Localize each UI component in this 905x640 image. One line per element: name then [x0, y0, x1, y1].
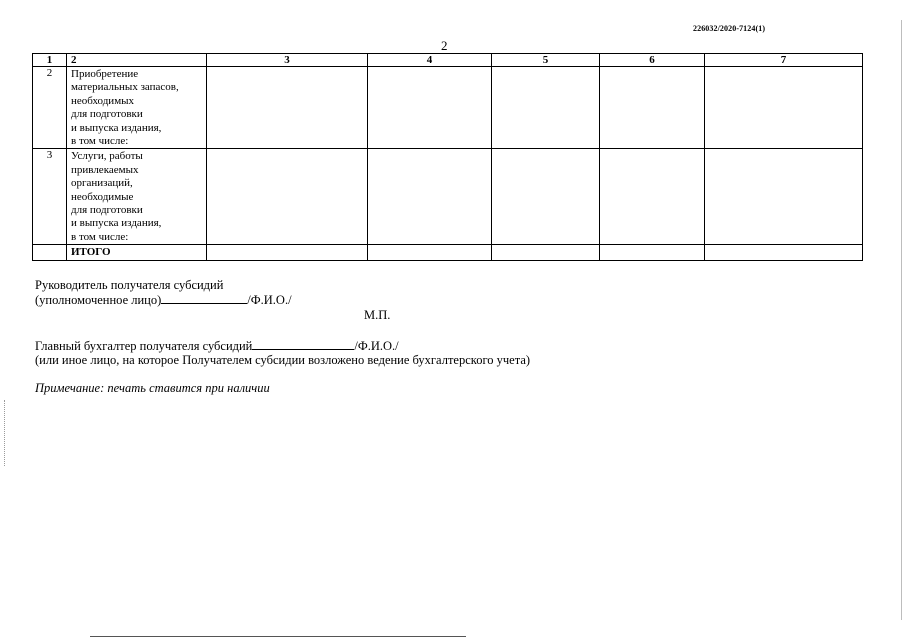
- row-name-line: для подготовки: [71, 204, 143, 217]
- column-header: 7: [705, 54, 863, 67]
- column-header: 4: [368, 54, 492, 67]
- table-cell: [207, 67, 368, 149]
- stamp-label: М.П.: [364, 308, 391, 322]
- accountant-signature-line: [35, 339, 399, 354]
- table-cell: [705, 67, 863, 149]
- table-cell: [368, 245, 492, 260]
- row-name-line: и выпуска издания,: [71, 121, 162, 134]
- document-number: 226032/2020-7124(1): [693, 24, 766, 33]
- accountant-note: (или иное лицо, на которое Получателем субсидии возложено ведение бухгалтерского учета): [35, 353, 531, 367]
- table-cell: [705, 149, 863, 245]
- fio-label: /Ф.И.О./: [247, 293, 292, 307]
- signature-blank: [252, 339, 354, 350]
- row-number: 2: [33, 67, 67, 149]
- row-name-line: Услуги, работы: [71, 150, 143, 163]
- column-header: 2: [67, 54, 207, 67]
- fio-label: /Ф.И.О./: [354, 339, 399, 353]
- row-name-line: необходимые: [71, 190, 134, 203]
- row-name-line: необходимых: [71, 94, 135, 107]
- stamp-note: Примечание: печать ставится при наличии: [35, 381, 270, 395]
- authorized-person-label: (уполномоченное лицо): [35, 293, 162, 307]
- signature-blank: [161, 293, 247, 304]
- table-cell: [492, 67, 600, 149]
- footer-line: [90, 636, 466, 637]
- row-name: [67, 67, 207, 149]
- table-cell: [600, 67, 705, 149]
- row-name-line: Приобретение: [71, 68, 139, 80]
- total-row: [33, 245, 863, 260]
- row-name-line: и выпуска издания,: [71, 217, 162, 230]
- row-name-line: привлекаемых: [71, 163, 139, 176]
- table-cell: [705, 245, 863, 260]
- accountant-label: Главный бухгалтер получателя субсидий: [35, 339, 253, 353]
- row-name-line: материальных запасов,: [71, 81, 179, 94]
- table-cell: [207, 245, 368, 260]
- column-header: 1: [33, 54, 67, 67]
- table-cell: [368, 149, 492, 245]
- row-name-line: в том числе:: [71, 135, 129, 148]
- table-cell: [33, 245, 67, 260]
- table-cell: [600, 149, 705, 245]
- table-cell: [600, 245, 705, 260]
- row-name-line: организаций,: [71, 177, 133, 190]
- table-cell: [492, 245, 600, 260]
- row-number: 3: [33, 149, 67, 245]
- row-name-line: в том числе:: [71, 230, 129, 243]
- row-name-line: для подготовки: [71, 108, 143, 121]
- head-signatory-label: Руководитель получателя субсидий: [35, 278, 224, 292]
- table-row: [33, 149, 863, 245]
- total-label: ИТОГО: [67, 245, 207, 260]
- table-header-row: [33, 54, 863, 67]
- column-header: 3: [207, 54, 368, 67]
- column-header: 5: [492, 54, 600, 67]
- table-row: [33, 67, 863, 149]
- expense-table: [32, 53, 863, 261]
- margin-mark: [4, 400, 6, 466]
- table-cell: [207, 149, 368, 245]
- table-cell: [368, 67, 492, 149]
- page-number: 2: [441, 38, 448, 53]
- table-cell: [492, 149, 600, 245]
- page-edge-line: [901, 20, 902, 620]
- head-signature-line: [35, 293, 292, 308]
- column-header: 6: [600, 54, 705, 67]
- row-name: [67, 149, 207, 245]
